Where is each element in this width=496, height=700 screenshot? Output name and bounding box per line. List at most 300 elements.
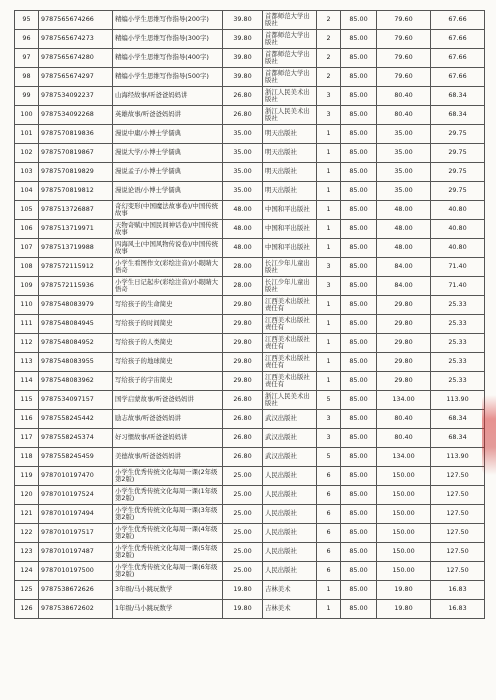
quantity-cell: 1 <box>317 163 341 182</box>
paid-cell: 40.80 <box>431 220 485 239</box>
table-row <box>15 410 485 429</box>
amount-cell: 150.00 <box>377 505 431 524</box>
table-row <box>15 182 485 201</box>
discount-cell: 85.00 <box>341 562 377 581</box>
discount-cell: 85.00 <box>341 429 377 448</box>
title-cell: 小学生优秀传统文化每周一课(1年级第2版) <box>113 486 223 505</box>
price-cell: 28.00 <box>223 258 263 277</box>
price-cell: 25.00 <box>223 562 263 581</box>
paid-cell: 127.50 <box>431 562 485 581</box>
discount-cell: 85.00 <box>341 600 377 619</box>
discount-cell: 85.00 <box>341 467 377 486</box>
discount-cell: 85.00 <box>341 353 377 372</box>
quantity-cell: 1 <box>317 334 341 353</box>
publisher-cell: 明天出版社 <box>263 163 317 182</box>
publisher-cell: 人民出版社 <box>263 486 317 505</box>
row-index: 104 <box>15 182 39 201</box>
row-index: 113 <box>15 353 39 372</box>
discount-cell: 85.00 <box>341 144 377 163</box>
price-cell: 25.00 <box>223 524 263 543</box>
discount-cell: 85.00 <box>341 410 377 429</box>
quantity-cell: 3 <box>317 429 341 448</box>
quantity-cell: 5 <box>317 448 341 467</box>
discount-cell: 85.00 <box>341 163 377 182</box>
discount-cell: 85.00 <box>341 448 377 467</box>
price-cell: 48.00 <box>223 239 263 258</box>
amount-cell: 134.00 <box>377 448 431 467</box>
row-index: 120 <box>15 486 39 505</box>
table-row <box>15 505 485 524</box>
title-cell: 精编小学生思维写作指导(500字) <box>113 68 223 87</box>
discount-cell: 85.00 <box>341 296 377 315</box>
row-index: 123 <box>15 543 39 562</box>
publisher-cell: 浙江人民美术出版社 <box>263 106 317 125</box>
table-row <box>15 315 485 334</box>
price-cell: 39.80 <box>223 49 263 68</box>
amount-cell: 150.00 <box>377 486 431 505</box>
quantity-cell: 2 <box>317 30 341 49</box>
paid-cell: 68.34 <box>431 410 485 429</box>
publisher-cell: 江西美术出版社责任有 <box>263 296 317 315</box>
title-cell: 小学生优秀传统文化每周一课(3年级第2版) <box>113 505 223 524</box>
amount-cell: 29.80 <box>377 296 431 315</box>
table-row <box>15 239 485 258</box>
title-cell: 英雄故事/听爸爸妈妈讲 <box>113 106 223 125</box>
table-row <box>15 372 485 391</box>
price-cell: 39.80 <box>223 30 263 49</box>
publisher-cell: 江西美术出版社责任有 <box>263 353 317 372</box>
title-cell: 写给孩子的宇宙简史 <box>113 372 223 391</box>
quantity-cell: 1 <box>317 201 341 220</box>
row-index: 105 <box>15 201 39 220</box>
isbn-cell: 9787513719971 <box>39 220 113 239</box>
quantity-cell: 1 <box>317 182 341 201</box>
quantity-cell: 1 <box>317 296 341 315</box>
row-index: 121 <box>15 505 39 524</box>
quantity-cell: 1 <box>317 600 341 619</box>
title-cell: 精编小学生思维写作指导(400字) <box>113 49 223 68</box>
isbn-cell: 9787010197524 <box>39 486 113 505</box>
paid-cell: 113.90 <box>431 391 485 410</box>
publisher-cell: 人民出版社 <box>263 524 317 543</box>
table-row <box>15 353 485 372</box>
table-row <box>15 49 485 68</box>
title-cell: 好习惯故事/听爸爸妈妈讲 <box>113 429 223 448</box>
amount-cell: 29.80 <box>377 315 431 334</box>
row-index: 126 <box>15 600 39 619</box>
isbn-cell: 9787565674266 <box>39 11 113 30</box>
price-cell: 29.80 <box>223 372 263 391</box>
discount-cell: 85.00 <box>341 391 377 410</box>
paid-cell: 113.90 <box>431 448 485 467</box>
isbn-cell: 9787010197494 <box>39 505 113 524</box>
isbn-cell: 9787548084952 <box>39 334 113 353</box>
table-row <box>15 296 485 315</box>
paid-cell: 29.75 <box>431 144 485 163</box>
discount-cell: 85.00 <box>341 258 377 277</box>
title-cell: 天物奇赋(中国民间神话卷)/中国传统故事 <box>113 220 223 239</box>
quantity-cell: 2 <box>317 49 341 68</box>
isbn-cell: 9787572115912 <box>39 258 113 277</box>
paid-cell: 25.33 <box>431 296 485 315</box>
row-index: 114 <box>15 372 39 391</box>
price-cell: 48.00 <box>223 220 263 239</box>
publisher-cell: 人民出版社 <box>263 562 317 581</box>
isbn-cell: 9787538672602 <box>39 600 113 619</box>
title-cell: 小学生优秀传统文化每周一课(4年级第2版) <box>113 524 223 543</box>
amount-cell: 29.80 <box>377 353 431 372</box>
publisher-cell: 首都师范大学出版社 <box>263 68 317 87</box>
price-cell: 39.80 <box>223 11 263 30</box>
publisher-cell: 首都师范大学出版社 <box>263 30 317 49</box>
amount-cell: 48.00 <box>377 239 431 258</box>
paid-cell: 127.50 <box>431 524 485 543</box>
publisher-cell: 武汉出版社 <box>263 429 317 448</box>
title-cell: 国学启蒙故事/听爸爸妈妈讲 <box>113 391 223 410</box>
isbn-cell: 9787010197487 <box>39 543 113 562</box>
isbn-cell: 9787570819836 <box>39 125 113 144</box>
isbn-cell: 9787565674297 <box>39 68 113 87</box>
price-cell: 25.00 <box>223 505 263 524</box>
price-cell: 35.00 <box>223 182 263 201</box>
table-row <box>15 600 485 619</box>
title-cell: 小学生看图作文(彩绘注音)/小眼睛大悟奇 <box>113 258 223 277</box>
isbn-cell: 9787513726887 <box>39 201 113 220</box>
publisher-cell: 江西美术出版社责任有 <box>263 334 317 353</box>
title-cell: 1年级/马小跳玩数学 <box>113 600 223 619</box>
price-cell: 35.00 <box>223 144 263 163</box>
publisher-cell: 武汉出版社 <box>263 448 317 467</box>
isbn-cell: 9787513719988 <box>39 239 113 258</box>
price-cell: 29.80 <box>223 334 263 353</box>
table-row <box>15 201 485 220</box>
title-cell: 美德故事/听爸爸妈妈讲 <box>113 448 223 467</box>
paid-cell: 29.75 <box>431 182 485 201</box>
publisher-cell: 浙江人民美术出版社 <box>263 391 317 410</box>
isbn-cell: 9787010197470 <box>39 467 113 486</box>
title-cell: 写给孩子的时间简史 <box>113 315 223 334</box>
title-cell: 漫说大学/小博士学儒典 <box>113 144 223 163</box>
row-index: 97 <box>15 49 39 68</box>
amount-cell: 79.60 <box>377 49 431 68</box>
quantity-cell: 3 <box>317 258 341 277</box>
title-cell: 漫说孟子/小博士学儒典 <box>113 163 223 182</box>
table-row <box>15 524 485 543</box>
title-cell: 写给孩子的生命简史 <box>113 296 223 315</box>
isbn-cell: 9787534092237 <box>39 87 113 106</box>
row-index: 95 <box>15 11 39 30</box>
discount-cell: 85.00 <box>341 239 377 258</box>
amount-cell: 79.60 <box>377 30 431 49</box>
amount-cell: 150.00 <box>377 562 431 581</box>
isbn-cell: 9787572115936 <box>39 277 113 296</box>
row-index: 106 <box>15 220 39 239</box>
book-order-table <box>14 10 485 619</box>
row-index: 112 <box>15 334 39 353</box>
price-cell: 25.00 <box>223 467 263 486</box>
publisher-cell: 江西美术出版社责任有 <box>263 315 317 334</box>
table-row <box>15 220 485 239</box>
title-cell: 漫说论语/小博士学儒典 <box>113 182 223 201</box>
title-cell: 写给孩子的人类简史 <box>113 334 223 353</box>
price-cell: 29.80 <box>223 315 263 334</box>
quantity-cell: 3 <box>317 87 341 106</box>
publisher-cell: 首都师范大学出版社 <box>263 11 317 30</box>
quantity-cell: 6 <box>317 524 341 543</box>
publisher-cell: 中国和平出版社 <box>263 220 317 239</box>
publisher-cell: 长江少年儿童出版社 <box>263 258 317 277</box>
paid-cell: 25.33 <box>431 334 485 353</box>
quantity-cell: 6 <box>317 505 341 524</box>
row-index: 116 <box>15 410 39 429</box>
price-cell: 26.80 <box>223 410 263 429</box>
publisher-cell: 中国和平出版社 <box>263 201 317 220</box>
table-row <box>15 562 485 581</box>
row-index: 117 <box>15 429 39 448</box>
table-row <box>15 581 485 600</box>
paid-cell: 16.83 <box>431 600 485 619</box>
row-index: 101 <box>15 125 39 144</box>
table-row <box>15 448 485 467</box>
table-row <box>15 277 485 296</box>
amount-cell: 150.00 <box>377 543 431 562</box>
quantity-cell: 3 <box>317 277 341 296</box>
title-cell: 精编小学生思维写作指导(300字) <box>113 30 223 49</box>
isbn-cell: 9787548084945 <box>39 315 113 334</box>
amount-cell: 35.00 <box>377 182 431 201</box>
isbn-cell: 9787565674273 <box>39 30 113 49</box>
paid-cell: 67.66 <box>431 11 485 30</box>
quantity-cell: 2 <box>317 68 341 87</box>
paid-cell: 71.40 <box>431 258 485 277</box>
row-index: 111 <box>15 315 39 334</box>
quantity-cell: 3 <box>317 106 341 125</box>
row-index: 108 <box>15 258 39 277</box>
publisher-cell: 首都师范大学出版社 <box>263 49 317 68</box>
isbn-cell: 9787558245459 <box>39 448 113 467</box>
quantity-cell: 6 <box>317 486 341 505</box>
amount-cell: 80.40 <box>377 429 431 448</box>
price-cell: 25.00 <box>223 543 263 562</box>
paid-cell: 25.33 <box>431 372 485 391</box>
paid-cell: 40.80 <box>431 239 485 258</box>
row-index: 98 <box>15 68 39 87</box>
publisher-cell: 明天出版社 <box>263 182 317 201</box>
paid-cell: 68.34 <box>431 106 485 125</box>
price-cell: 19.80 <box>223 600 263 619</box>
amount-cell: 80.40 <box>377 410 431 429</box>
title-cell: 写给孩子的地球简史 <box>113 353 223 372</box>
price-cell: 35.00 <box>223 125 263 144</box>
discount-cell: 85.00 <box>341 11 377 30</box>
row-index: 96 <box>15 30 39 49</box>
title-cell: 小学生优秀传统文化每周一课(6年级第2版) <box>113 562 223 581</box>
amount-cell: 79.60 <box>377 11 431 30</box>
discount-cell: 85.00 <box>341 125 377 144</box>
row-index: 125 <box>15 581 39 600</box>
row-index: 109 <box>15 277 39 296</box>
table-row <box>15 258 485 277</box>
amount-cell: 84.00 <box>377 277 431 296</box>
paid-cell: 68.34 <box>431 87 485 106</box>
paid-cell: 127.50 <box>431 505 485 524</box>
paid-cell: 67.66 <box>431 30 485 49</box>
table-row <box>15 429 485 448</box>
paid-cell: 127.50 <box>431 486 485 505</box>
publisher-cell: 吉林美术 <box>263 581 317 600</box>
price-cell: 19.80 <box>223 581 263 600</box>
title-cell: 山海经故事/听爸爸妈妈讲 <box>113 87 223 106</box>
amount-cell: 80.40 <box>377 87 431 106</box>
row-index: 100 <box>15 106 39 125</box>
publisher-cell: 中国和平出版社 <box>263 239 317 258</box>
isbn-cell: 9787548083962 <box>39 372 113 391</box>
isbn-cell: 9787570819867 <box>39 144 113 163</box>
row-index: 118 <box>15 448 39 467</box>
title-cell: 漫说中庸/小博士学儒典 <box>113 125 223 144</box>
table-row <box>15 106 485 125</box>
quantity-cell: 1 <box>317 353 341 372</box>
isbn-cell: 9787534097157 <box>39 391 113 410</box>
paid-cell: 29.75 <box>431 125 485 144</box>
table-row <box>15 486 485 505</box>
discount-cell: 85.00 <box>341 277 377 296</box>
title-cell: 精编小学生思维写作指导(200字) <box>113 11 223 30</box>
table-row <box>15 163 485 182</box>
row-index: 124 <box>15 562 39 581</box>
discount-cell: 85.00 <box>341 106 377 125</box>
amount-cell: 35.00 <box>377 163 431 182</box>
isbn-cell: 9787548083955 <box>39 353 113 372</box>
row-index: 110 <box>15 296 39 315</box>
quantity-cell: 6 <box>317 467 341 486</box>
title-cell: 励志故事/听爸爸妈妈讲 <box>113 410 223 429</box>
row-index: 119 <box>15 467 39 486</box>
publisher-cell: 人民出版社 <box>263 467 317 486</box>
table-row <box>15 144 485 163</box>
quantity-cell: 3 <box>317 410 341 429</box>
row-index: 122 <box>15 524 39 543</box>
discount-cell: 85.00 <box>341 315 377 334</box>
quantity-cell: 1 <box>317 220 341 239</box>
isbn-cell: 9787558245374 <box>39 429 113 448</box>
amount-cell: 134.00 <box>377 391 431 410</box>
amount-cell: 19.80 <box>377 581 431 600</box>
price-cell: 35.00 <box>223 163 263 182</box>
discount-cell: 85.00 <box>341 543 377 562</box>
amount-cell: 29.80 <box>377 334 431 353</box>
isbn-cell: 9787534092268 <box>39 106 113 125</box>
amount-cell: 48.00 <box>377 220 431 239</box>
discount-cell: 85.00 <box>341 220 377 239</box>
paid-cell: 25.33 <box>431 315 485 334</box>
publisher-cell: 明天出版社 <box>263 144 317 163</box>
discount-cell: 85.00 <box>341 524 377 543</box>
publisher-cell: 武汉出版社 <box>263 410 317 429</box>
amount-cell: 29.80 <box>377 372 431 391</box>
discount-cell: 85.00 <box>341 87 377 106</box>
price-cell: 29.80 <box>223 296 263 315</box>
title-cell: 小学生日记起步(彩绘注音)/小眼睛大悟奇 <box>113 277 223 296</box>
row-index: 107 <box>15 239 39 258</box>
title-cell: 四海风土(中国风物传说卷)/中国传统故事 <box>113 239 223 258</box>
quantity-cell: 1 <box>317 372 341 391</box>
paid-cell: 127.50 <box>431 467 485 486</box>
paid-cell: 71.40 <box>431 277 485 296</box>
discount-cell: 85.00 <box>341 201 377 220</box>
price-cell: 29.80 <box>223 353 263 372</box>
publisher-cell: 江西美术出版社责任有 <box>263 372 317 391</box>
table-row <box>15 125 485 144</box>
amount-cell: 19.80 <box>377 600 431 619</box>
amount-cell: 48.00 <box>377 201 431 220</box>
title-cell: 3年级/马小跳玩数学 <box>113 581 223 600</box>
isbn-cell: 9787565674280 <box>39 49 113 68</box>
paid-cell: 29.75 <box>431 163 485 182</box>
quantity-cell: 1 <box>317 144 341 163</box>
quantity-cell: 2 <box>317 11 341 30</box>
quantity-cell: 1 <box>317 315 341 334</box>
quantity-cell: 1 <box>317 581 341 600</box>
amount-cell: 35.00 <box>377 125 431 144</box>
table-row <box>15 87 485 106</box>
title-cell: 奇幻变形(中国魔法故事卷)/中国传统故事 <box>113 201 223 220</box>
price-cell: 48.00 <box>223 201 263 220</box>
price-cell: 28.00 <box>223 277 263 296</box>
isbn-cell: 9787570819812 <box>39 182 113 201</box>
quantity-cell: 6 <box>317 562 341 581</box>
amount-cell: 150.00 <box>377 524 431 543</box>
table-row <box>15 30 485 49</box>
isbn-cell: 9787570819829 <box>39 163 113 182</box>
quantity-cell: 1 <box>317 125 341 144</box>
isbn-cell: 9787558245442 <box>39 410 113 429</box>
price-cell: 39.80 <box>223 68 263 87</box>
discount-cell: 85.00 <box>341 30 377 49</box>
paid-cell: 67.66 <box>431 68 485 87</box>
invoice-sheet <box>14 10 484 619</box>
title-cell: 小学生优秀传统文化每周一课(2年级第2版) <box>113 467 223 486</box>
price-cell: 26.80 <box>223 391 263 410</box>
discount-cell: 85.00 <box>341 334 377 353</box>
publisher-cell: 吉林美术 <box>263 600 317 619</box>
discount-cell: 85.00 <box>341 372 377 391</box>
row-index: 99 <box>15 87 39 106</box>
publisher-cell: 明天出版社 <box>263 125 317 144</box>
price-cell: 26.80 <box>223 87 263 106</box>
isbn-cell: 9787548083979 <box>39 296 113 315</box>
table-body <box>15 11 485 619</box>
paid-cell: 25.33 <box>431 353 485 372</box>
amount-cell: 150.00 <box>377 467 431 486</box>
row-index: 102 <box>15 144 39 163</box>
table-row <box>15 68 485 87</box>
paid-cell: 127.50 <box>431 543 485 562</box>
amount-cell: 80.40 <box>377 106 431 125</box>
row-index: 115 <box>15 391 39 410</box>
table-row <box>15 334 485 353</box>
discount-cell: 85.00 <box>341 486 377 505</box>
amount-cell: 79.60 <box>377 68 431 87</box>
isbn-cell: 9787538672626 <box>39 581 113 600</box>
price-cell: 26.80 <box>223 429 263 448</box>
amount-cell: 35.00 <box>377 144 431 163</box>
table-row <box>15 391 485 410</box>
red-seal-stamp <box>482 395 496 475</box>
paid-cell: 67.66 <box>431 49 485 68</box>
discount-cell: 85.00 <box>341 68 377 87</box>
price-cell: 25.00 <box>223 486 263 505</box>
